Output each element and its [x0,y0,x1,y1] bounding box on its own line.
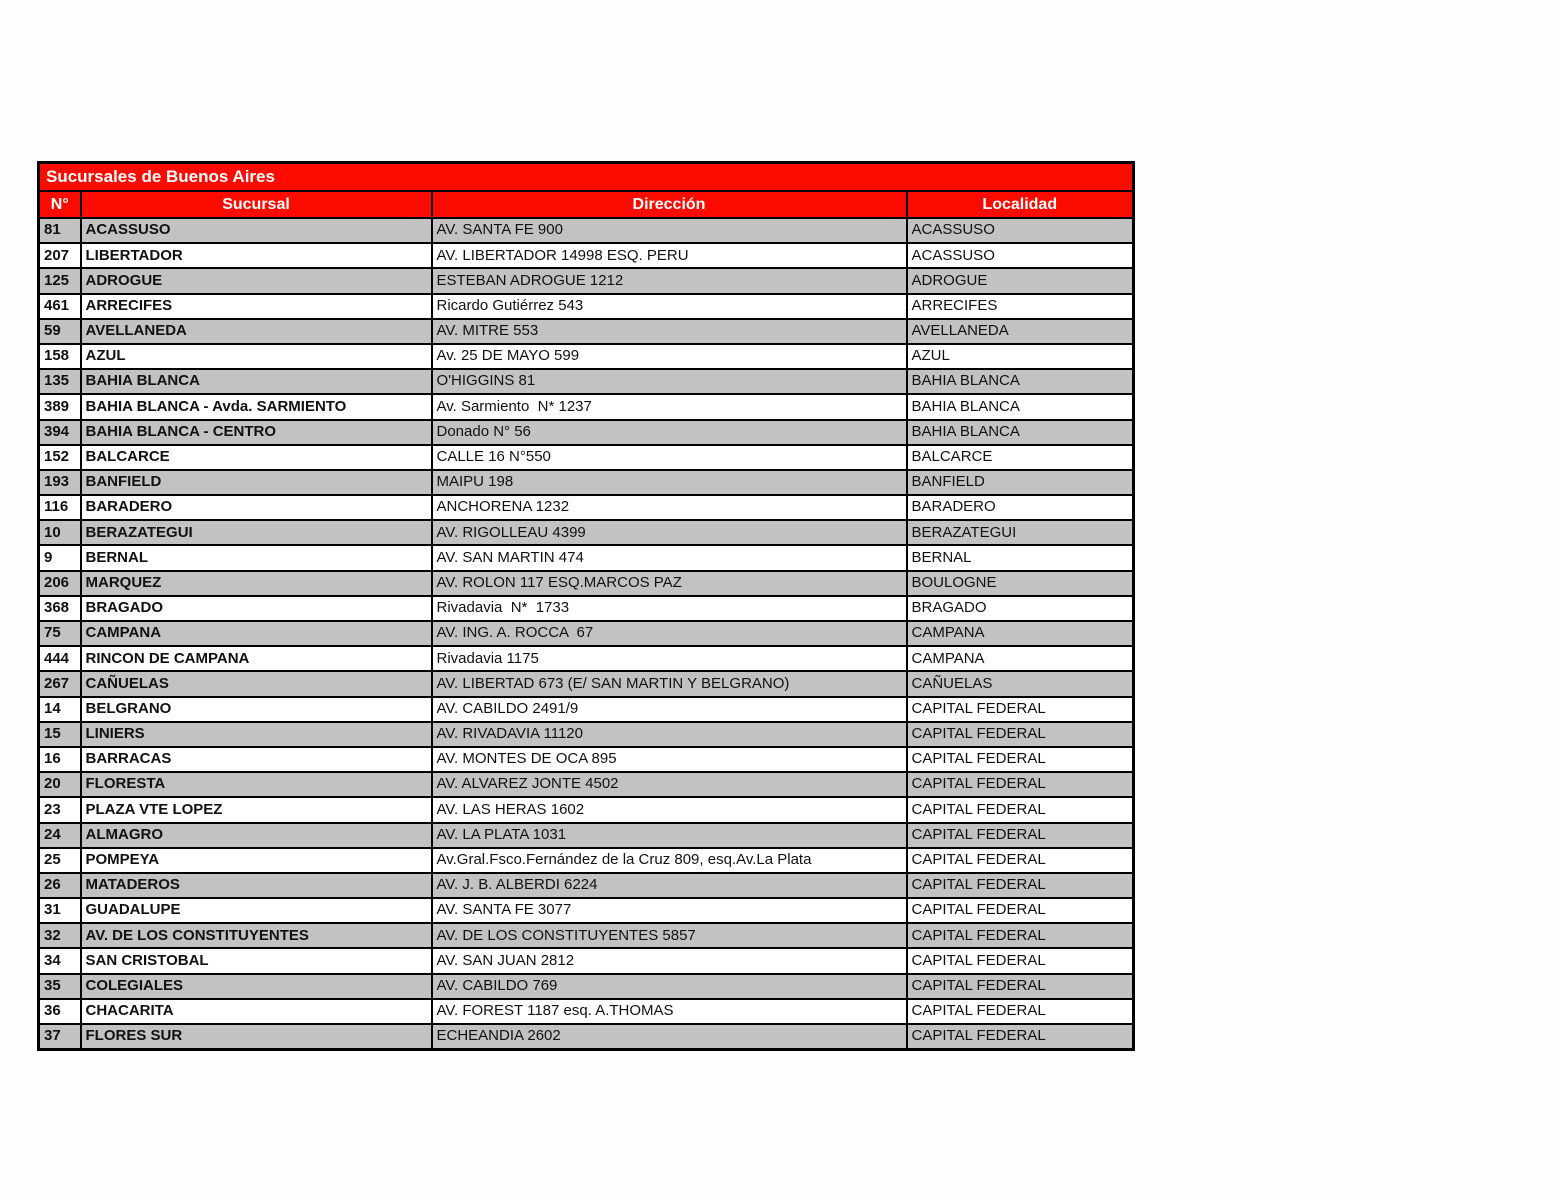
table-row [39,999,1134,1024]
table-row [39,218,1134,243]
cell-direccion: O'HIGGINS 81 [432,369,907,394]
cell-localidad: BAHIA BLANCA [907,369,1134,394]
cell-direccion: ESTEBAN ADROGUE 1212 [432,268,907,293]
table-title-row [39,163,1134,192]
cell-sucursal: GUADALUPE [81,898,432,923]
cell-localidad: BANFIELD [907,470,1134,495]
cell-sucursal: PLAZA VTE LOPEZ [81,797,432,822]
cell-localidad: BAHIA BLANCA [907,394,1134,419]
table-row [39,697,1134,722]
column-header-numero: N° [39,191,81,218]
cell-direccion: Ricardo Gutiérrez 543 [432,294,907,319]
table-row [39,319,1134,344]
table-row [39,923,1134,948]
table-row [39,495,1134,520]
cell-numero: 35 [39,974,81,999]
table-row [39,420,1134,445]
cell-numero: 31 [39,898,81,923]
table-row [39,470,1134,495]
table-row [39,571,1134,596]
cell-sucursal: BERAZATEGUI [81,520,432,545]
table-row [39,671,1134,696]
cell-sucursal: CHACARITA [81,999,432,1024]
cell-numero: 158 [39,344,81,369]
cell-direccion: AV. ALVAREZ JONTE 4502 [432,772,907,797]
cell-localidad: BOULOGNE [907,571,1134,596]
cell-sucursal: BERNAL [81,545,432,570]
table-row [39,797,1134,822]
cell-direccion: AV. SAN JUAN 2812 [432,948,907,973]
table-row [39,520,1134,545]
cell-localidad: ACASSUSO [907,243,1134,268]
cell-numero: 20 [39,772,81,797]
cell-sucursal: MARQUEZ [81,571,432,596]
cell-numero: 36 [39,999,81,1024]
cell-sucursal: MATADEROS [81,873,432,898]
cell-numero: 152 [39,445,81,470]
table-row [39,445,1134,470]
cell-direccion: AV. SAN MARTIN 474 [432,545,907,570]
cell-localidad: BRAGADO [907,596,1134,621]
cell-sucursal: BALCARCE [81,445,432,470]
cell-numero: 368 [39,596,81,621]
cell-localidad: CAPITAL FEDERAL [907,772,1134,797]
cell-sucursal: FLORESTA [81,772,432,797]
cell-direccion: Rivadavia 1175 [432,646,907,671]
cell-sucursal: LINIERS [81,722,432,747]
cell-direccion: AV. LIBERTADOR 14998 ESQ. PERU [432,243,907,268]
cell-direccion: AV. RIVADAVIA 11120 [432,722,907,747]
table-title: Sucursales de Buenos Aires [39,163,1134,192]
cell-direccion: CALLE 16 N°550 [432,445,907,470]
column-header-sucursal: Sucursal [81,191,432,218]
cell-localidad: CAPITAL FEDERAL [907,948,1134,973]
cell-localidad: ADROGUE [907,268,1134,293]
cell-numero: 461 [39,294,81,319]
table-row [39,974,1134,999]
cell-numero: 135 [39,369,81,394]
cell-localidad: CAPITAL FEDERAL [907,747,1134,772]
cell-sucursal: LIBERTADOR [81,243,432,268]
cell-numero: 75 [39,621,81,646]
table-row [39,545,1134,570]
sucursales-table [37,161,1135,1051]
cell-numero: 444 [39,646,81,671]
cell-sucursal: AZUL [81,344,432,369]
cell-numero: 32 [39,923,81,948]
cell-numero: 207 [39,243,81,268]
column-header-direccion: Dirección [432,191,907,218]
table-header-row [39,191,1134,218]
cell-localidad: BAHIA BLANCA [907,420,1134,445]
cell-localidad: CAPITAL FEDERAL [907,873,1134,898]
cell-direccion: ANCHORENA 1232 [432,495,907,520]
cell-sucursal: ADROGUE [81,268,432,293]
cell-localidad: ACASSUSO [907,218,1134,243]
table-row [39,848,1134,873]
cell-numero: 116 [39,495,81,520]
cell-localidad: CAÑUELAS [907,671,1134,696]
cell-direccion: AV. SANTA FE 3077 [432,898,907,923]
cell-direccion: AV. FOREST 1187 esq. A.THOMAS [432,999,907,1024]
cell-direccion: AV. DE LOS CONSTITUYENTES 5857 [432,923,907,948]
cell-sucursal: BARADERO [81,495,432,520]
cell-numero: 16 [39,747,81,772]
cell-numero: 394 [39,420,81,445]
cell-numero: 26 [39,873,81,898]
cell-direccion: AV. ROLON 117 ESQ.MARCOS PAZ [432,571,907,596]
cell-numero: 25 [39,848,81,873]
cell-numero: 125 [39,268,81,293]
cell-localidad: CAPITAL FEDERAL [907,797,1134,822]
cell-sucursal: CAÑUELAS [81,671,432,696]
cell-numero: 9 [39,545,81,570]
table-row [39,747,1134,772]
cell-sucursal: RINCON DE CAMPANA [81,646,432,671]
table-row [39,621,1134,646]
cell-direccion: AV. CABILDO 2491/9 [432,697,907,722]
table-row [39,722,1134,747]
cell-sucursal: BANFIELD [81,470,432,495]
cell-sucursal: BAHIA BLANCA - Avda. SARMIENTO [81,394,432,419]
cell-direccion: ECHEANDIA 2602 [432,1024,907,1049]
cell-numero: 81 [39,218,81,243]
cell-numero: 15 [39,722,81,747]
table-row [39,948,1134,973]
cell-numero: 14 [39,697,81,722]
table-row [39,394,1134,419]
cell-direccion: Av. Sarmiento N* 1237 [432,394,907,419]
cell-sucursal: ARRECIFES [81,294,432,319]
cell-sucursal: BRAGADO [81,596,432,621]
cell-sucursal: FLORES SUR [81,1024,432,1049]
cell-localidad: AZUL [907,344,1134,369]
column-header-localidad: Localidad [907,191,1134,218]
table-row [39,646,1134,671]
cell-direccion: MAIPU 198 [432,470,907,495]
cell-numero: 267 [39,671,81,696]
cell-direccion: AV. RIGOLLEAU 4399 [432,520,907,545]
cell-localidad: CAPITAL FEDERAL [907,1024,1134,1049]
cell-sucursal: BELGRANO [81,697,432,722]
table-row [39,1024,1134,1049]
cell-localidad: CAPITAL FEDERAL [907,974,1134,999]
table-row [39,596,1134,621]
cell-direccion: Av. 25 DE MAYO 599 [432,344,907,369]
cell-sucursal: ACASSUSO [81,218,432,243]
cell-numero: 389 [39,394,81,419]
cell-localidad: CAPITAL FEDERAL [907,923,1134,948]
cell-sucursal: BAHIA BLANCA [81,369,432,394]
table-row [39,898,1134,923]
cell-direccion: AV. LAS HERAS 1602 [432,797,907,822]
cell-sucursal: AVELLANEDA [81,319,432,344]
cell-sucursal: BAHIA BLANCA - CENTRO [81,420,432,445]
cell-direccion: AV. CABILDO 769 [432,974,907,999]
table-row [39,243,1134,268]
cell-sucursal: SAN CRISTOBAL [81,948,432,973]
cell-direccion: Av.Gral.Fsco.Fernández de la Cruz 809, esq.Av.La Plata [432,848,907,873]
cell-direccion: AV. LA PLATA 1031 [432,823,907,848]
table-row [39,772,1134,797]
cell-numero: 24 [39,823,81,848]
cell-direccion: AV. ING. A. ROCCA 67 [432,621,907,646]
cell-numero: 206 [39,571,81,596]
cell-direccion: AV. J. B. ALBERDI 6224 [432,873,907,898]
cell-localidad: BERAZATEGUI [907,520,1134,545]
cell-localidad: CAPITAL FEDERAL [907,848,1134,873]
cell-sucursal: CAMPANA [81,621,432,646]
cell-direccion: Donado N° 56 [432,420,907,445]
cell-direccion: AV. MITRE 553 [432,319,907,344]
cell-sucursal: AV. DE LOS CONSTITUYENTES [81,923,432,948]
cell-direccion: AV. MONTES DE OCA 895 [432,747,907,772]
cell-localidad: CAPITAL FEDERAL [907,823,1134,848]
cell-sucursal: POMPEYA [81,848,432,873]
cell-direccion: AV. SANTA FE 900 [432,218,907,243]
table-row [39,294,1134,319]
cell-localidad: AVELLANEDA [907,319,1134,344]
cell-localidad: BALCARCE [907,445,1134,470]
branches-table-container [37,161,1135,1051]
cell-numero: 34 [39,948,81,973]
cell-direccion: Rivadavia N* 1733 [432,596,907,621]
table-body [39,218,1134,1049]
cell-sucursal: BARRACAS [81,747,432,772]
cell-localidad: ARRECIFES [907,294,1134,319]
cell-localidad: CAMPANA [907,621,1134,646]
cell-direccion: AV. LIBERTAD 673 (E/ SAN MARTIN Y BELGRANO) [432,671,907,696]
table-row [39,344,1134,369]
table-row [39,873,1134,898]
cell-sucursal: ALMAGRO [81,823,432,848]
cell-numero: 59 [39,319,81,344]
cell-localidad: CAPITAL FEDERAL [907,697,1134,722]
cell-numero: 23 [39,797,81,822]
cell-numero: 10 [39,520,81,545]
cell-localidad: CAMPANA [907,646,1134,671]
cell-localidad: CAPITAL FEDERAL [907,898,1134,923]
cell-sucursal: COLEGIALES [81,974,432,999]
table-row [39,823,1134,848]
cell-localidad: CAPITAL FEDERAL [907,999,1134,1024]
table-row [39,369,1134,394]
table-row [39,268,1134,293]
cell-localidad: BARADERO [907,495,1134,520]
cell-localidad: BERNAL [907,545,1134,570]
cell-localidad: CAPITAL FEDERAL [907,722,1134,747]
cell-numero: 193 [39,470,81,495]
cell-numero: 37 [39,1024,81,1049]
